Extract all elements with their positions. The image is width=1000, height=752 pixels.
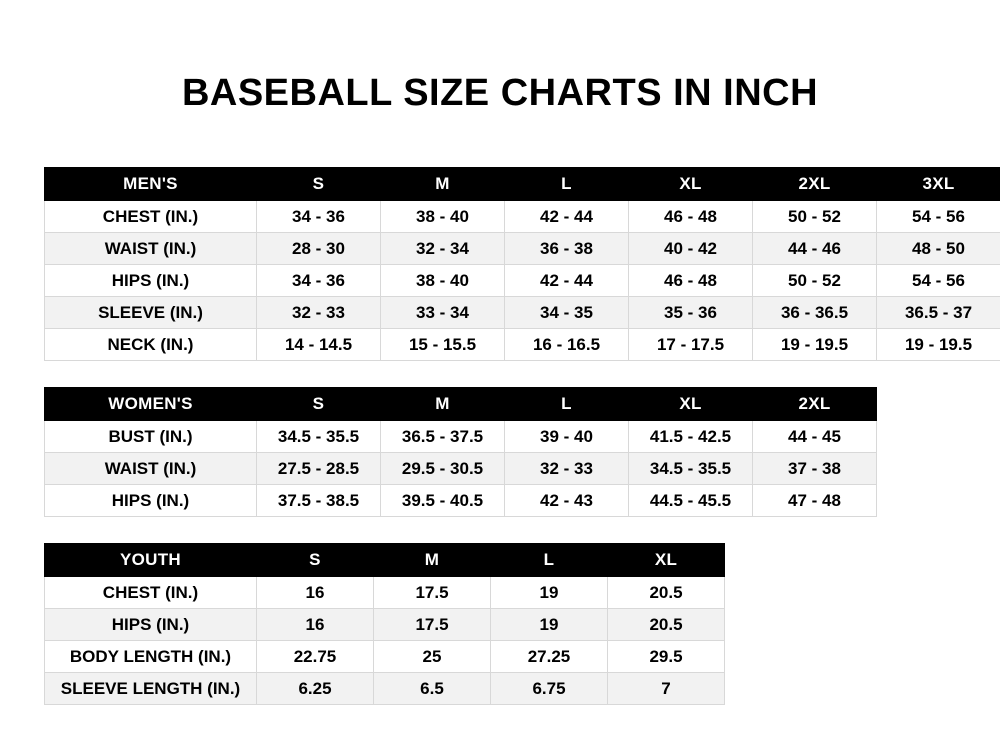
table-cell: 42 - 43 [505,485,629,517]
row-label: HIPS (IN.) [45,265,257,297]
column-header: M [381,168,505,201]
table-cell: 6.25 [257,673,374,705]
column-header: L [505,168,629,201]
table-cell: 16 [257,609,374,641]
table-cell: 34 - 36 [257,201,381,233]
table-cell: 22.75 [257,641,374,673]
table-cell: 46 - 48 [629,201,753,233]
table-cell: 19 - 19.5 [877,329,1000,361]
table-cell: 27.25 [491,641,608,673]
table-cell: 28 - 30 [257,233,381,265]
table-cell: 16 [257,577,374,609]
table-cell: 19 - 19.5 [753,329,877,361]
youth-size-table [44,543,725,705]
table-cell: 7 [608,673,725,705]
table-row [45,233,1000,265]
table-cell: 34.5 - 35.5 [629,453,753,485]
table-cell: 17 - 17.5 [629,329,753,361]
row-label: SLEEVE (IN.) [45,297,257,329]
table-row [45,329,1000,361]
row-label: WAIST (IN.) [45,233,257,265]
row-label: NECK (IN.) [45,329,257,361]
table-cell: 35 - 36 [629,297,753,329]
table-row [45,421,877,453]
table-cell: 50 - 52 [753,265,877,297]
table-row [45,297,1000,329]
table-cell: 14 - 14.5 [257,329,381,361]
row-label: BODY LENGTH (IN.) [45,641,257,673]
table-cell: 32 - 34 [381,233,505,265]
column-header: S [257,544,374,577]
table-row [45,485,877,517]
table-cell: 38 - 40 [381,201,505,233]
mens-size-table [44,167,1000,361]
row-label: WAIST (IN.) [45,453,257,485]
page-title: BASEBALL SIZE CHARTS IN INCH [181,72,819,114]
table-cell: 20.5 [608,609,725,641]
table-spacer [44,517,956,543]
row-label: HIPS (IN.) [45,609,257,641]
table-cell: 37.5 - 38.5 [257,485,381,517]
table-cell: 40 - 42 [629,233,753,265]
table-cell: 39.5 - 40.5 [381,485,505,517]
table-cell: 20.5 [608,577,725,609]
table-row [45,641,725,673]
table-cell: 29.5 [608,641,725,673]
table-cell: 36.5 - 37.5 [381,421,505,453]
table-cell: 37 - 38 [753,453,877,485]
column-header: MEN'S [45,168,257,201]
table-cell: 36.5 - 37 [877,297,1000,329]
table-cell: 17.5 [374,609,491,641]
table-row [45,265,1000,297]
table-cell: 36 - 36.5 [753,297,877,329]
table-cell: 6.75 [491,673,608,705]
column-header: S [257,388,381,421]
table-row [45,453,877,485]
table-cell: 41.5 - 42.5 [629,421,753,453]
column-header: YOUTH [45,544,257,577]
column-header: WOMEN'S [45,388,257,421]
table-cell: 44 - 45 [753,421,877,453]
column-header: 3XL [877,168,1000,201]
column-header: XL [629,388,753,421]
column-header: M [381,388,505,421]
column-header: M [374,544,491,577]
table-cell: 44.5 - 45.5 [629,485,753,517]
row-label: CHEST (IN.) [45,577,257,609]
table-cell: 42 - 44 [505,265,629,297]
row-label: SLEEVE LENGTH (IN.) [45,673,257,705]
column-header: S [257,168,381,201]
table-cell: 50 - 52 [753,201,877,233]
table-cell: 15 - 15.5 [381,329,505,361]
womens-size-table [44,387,877,517]
table-cell: 42 - 44 [505,201,629,233]
table-cell: 6.5 [374,673,491,705]
table-cell: 54 - 56 [877,201,1000,233]
table-cell: 34 - 35 [505,297,629,329]
column-header: 2XL [753,168,877,201]
table-row [45,609,725,641]
table-cell: 16 - 16.5 [505,329,629,361]
size-tables-container [0,167,1000,705]
column-header: L [491,544,608,577]
table-cell: 19 [491,577,608,609]
column-header: L [505,388,629,421]
table-row [45,673,725,705]
table-cell: 25 [374,641,491,673]
row-label: CHEST (IN.) [45,201,257,233]
table-cell: 34 - 36 [257,265,381,297]
column-header: XL [608,544,725,577]
table-spacer [44,361,956,387]
table-cell: 27.5 - 28.5 [257,453,381,485]
table-cell: 44 - 46 [753,233,877,265]
table-cell: 38 - 40 [381,265,505,297]
row-label: BUST (IN.) [45,421,257,453]
table-cell: 46 - 48 [629,265,753,297]
table-cell: 29.5 - 30.5 [381,453,505,485]
table-cell: 48 - 50 [877,233,1000,265]
table-cell: 32 - 33 [257,297,381,329]
table-cell: 36 - 38 [505,233,629,265]
table-cell: 19 [491,609,608,641]
table-cell: 47 - 48 [753,485,877,517]
table-header-row [45,544,725,577]
table-header-row [45,168,1000,201]
table-cell: 54 - 56 [877,265,1000,297]
row-label: HIPS (IN.) [45,485,257,517]
table-cell: 33 - 34 [381,297,505,329]
table-cell: 32 - 33 [505,453,629,485]
table-row [45,201,1000,233]
table-cell: 17.5 [374,577,491,609]
column-header: 2XL [753,388,877,421]
table-header-row [45,388,877,421]
table-cell: 39 - 40 [505,421,629,453]
table-row [45,577,725,609]
table-cell: 34.5 - 35.5 [257,421,381,453]
column-header: XL [629,168,753,201]
